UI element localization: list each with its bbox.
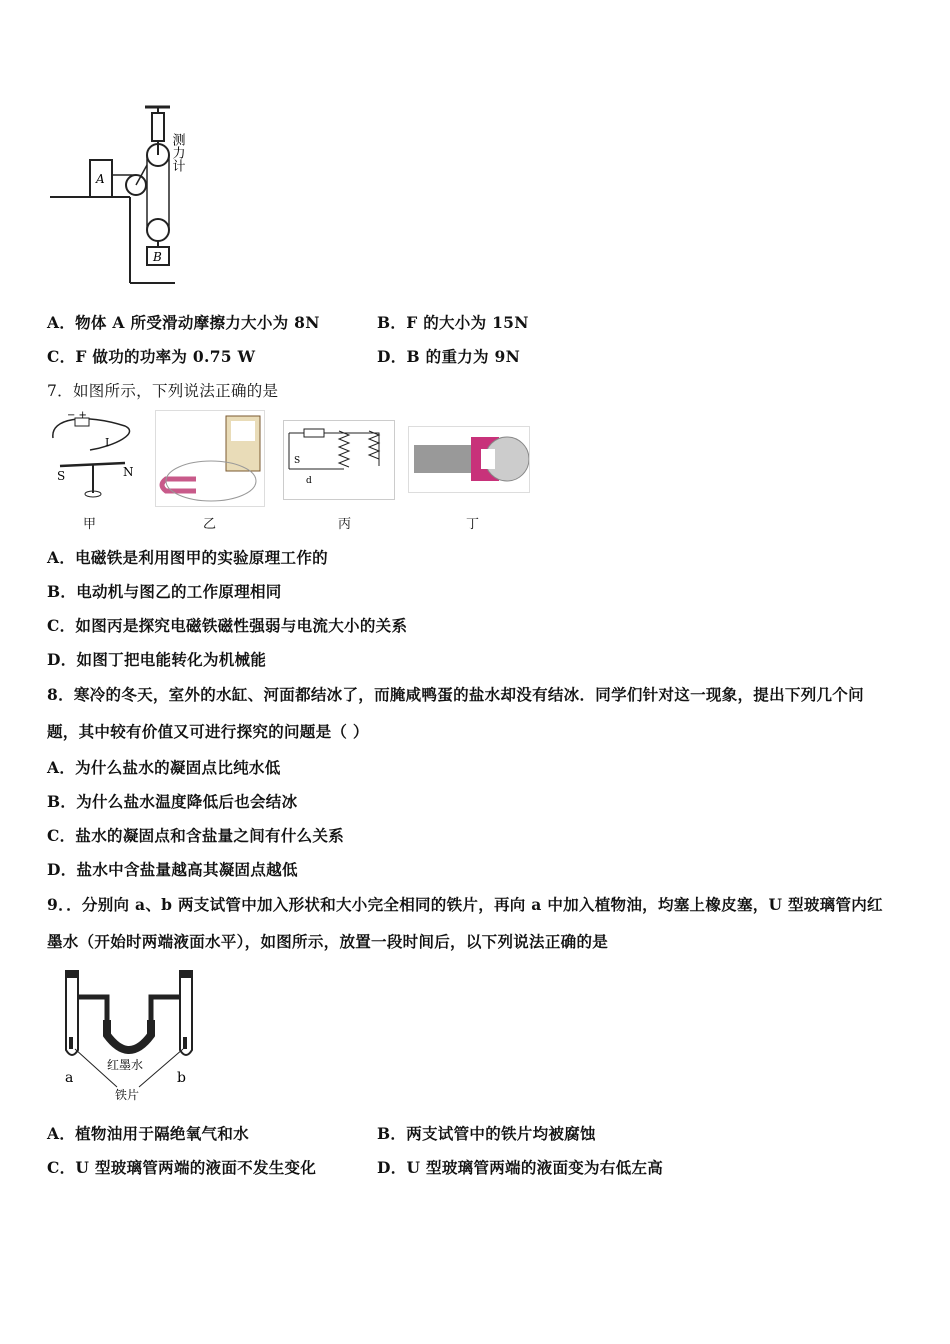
q9-option-b[interactable]: B．两支试管中的铁片均被腐蚀 — [377, 1124, 596, 1143]
q8-stem-line2: 题，其中较有价值又可进行探究的问题是（ ） — [47, 722, 369, 741]
ink-label: 红墨水 — [107, 1058, 144, 1072]
q6-option-b[interactable]: B．F 的大小为 15N — [377, 313, 529, 332]
figure-jia — [45, 408, 135, 500]
svg-text:− +: − + — [67, 410, 87, 421]
figure-bing — [283, 420, 395, 500]
q8-option-b[interactable]: B．为什么盐水温度降低后也会结冰 — [47, 792, 298, 811]
iron-label: 铁片 — [115, 1088, 140, 1102]
u-tube-figure — [55, 965, 205, 1105]
figure-ding — [408, 426, 530, 493]
q9-option-d[interactable]: D．U 型玻璃管两端的液面变为右低左高 — [377, 1158, 664, 1177]
q7-option-c[interactable]: C．如图丙是探究电磁铁磁性强弱与电流大小的关系 — [47, 616, 408, 635]
q7-option-a[interactable]: A．电磁铁是利用图甲的实验原理工作的 — [47, 548, 328, 567]
q8-option-c[interactable]: C．盐水的凝固点和含盐量之间有什么关系 — [47, 826, 345, 845]
tube-b-label: b — [177, 1070, 186, 1086]
meter-label: 测力计 — [169, 133, 185, 172]
q7-option-b[interactable]: B．电动机与图乙的工作原理相同 — [47, 582, 282, 601]
q8-option-a[interactable]: A．为什么盐水的凝固点比纯水低 — [47, 758, 281, 777]
svg-text:d: d — [306, 476, 312, 486]
block-b-label: B — [153, 250, 162, 264]
pulley-figure — [45, 105, 205, 285]
q9-option-c[interactable]: C．U 型玻璃管两端的液面不发生变化 — [47, 1158, 317, 1177]
q6-option-c[interactable]: C．F 做功的功率为 0.75 W — [47, 347, 256, 366]
q6-option-d[interactable]: D．B 的重力为 9N — [377, 347, 521, 366]
caption-yi: 乙 — [203, 517, 217, 532]
tube-a-label: a — [65, 1070, 74, 1086]
svg-text:I: I — [105, 436, 110, 449]
caption-jia: 甲 — [83, 517, 97, 532]
q8-option-d[interactable]: D．盐水中含盐量越高其凝固点越低 — [47, 860, 298, 879]
svg-text:S: S — [57, 469, 66, 483]
q8-stem-line1: 8．寒冷的冬天，室外的水缸、河面都结冰了，而腌咸鸭蛋的盐水却没有结冰．同学们针对这一现象，提出下列几个问 — [47, 685, 864, 704]
q9-option-a[interactable]: A．植物油用于隔绝氧气和水 — [47, 1124, 249, 1143]
figure-yi — [155, 410, 265, 507]
svg-text:S: S — [294, 456, 301, 466]
svg-text:N: N — [123, 465, 134, 479]
q7-stem: 7．如图所示，下列说法正确的是 — [47, 382, 279, 400]
q9-stem-line1: 9．．分别向 a、b 两支试管中加入形状和大小完全相同的铁片，再向 a 中加入植物油，均塞上橡皮塞，U 型玻璃管内红 — [47, 895, 883, 914]
q7-option-d[interactable]: D．如图丁把电能转化为机械能 — [47, 650, 267, 669]
block-a-label: A — [96, 172, 105, 186]
caption-bing: 丙 — [338, 517, 352, 532]
q9-stem-line2: 墨水（开始时两端液面水平），如图所示，放置一段时间后，以下列说法正确的是 — [47, 932, 609, 951]
caption-ding: 丁 — [466, 517, 480, 532]
q6-option-a[interactable]: A．物体 A 所受滑动摩擦力大小为 8N — [47, 313, 320, 332]
